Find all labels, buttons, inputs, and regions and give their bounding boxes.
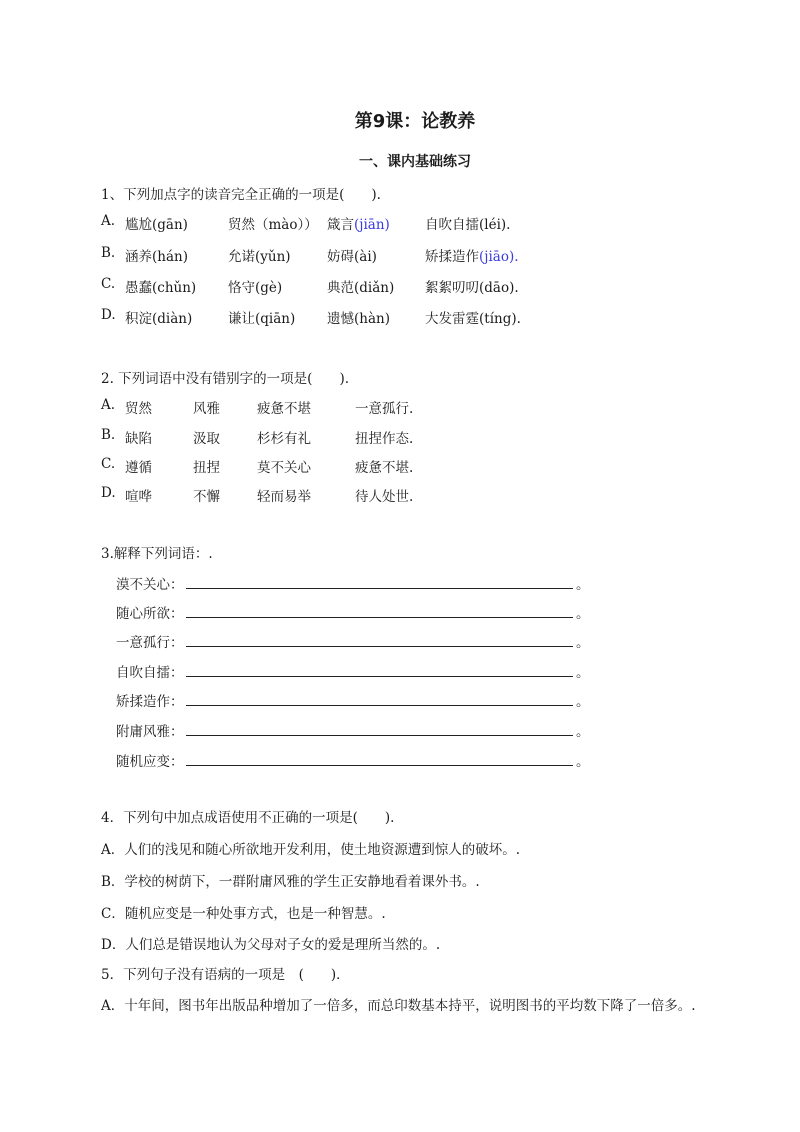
word-text: 涵养(hán)	[125, 249, 188, 265]
question-1-option-word	[425, 245, 519, 265]
question-2-option-label: B.	[101, 427, 116, 443]
question-2-option-word: 汲取	[193, 431, 220, 447]
answer-blank-line[interactable]	[186, 588, 573, 589]
word-text: 絮絮叨叨(dāo).	[425, 280, 519, 296]
term-label: 矫揉造作：	[116, 694, 184, 710]
highlighted-pinyin: (jiān)	[354, 217, 390, 233]
question-1-option-word	[425, 307, 521, 327]
section-heading: 一、课内基础练习	[359, 154, 471, 170]
question-2-option-label: A.	[101, 397, 116, 413]
question-2-option-word: 遵循	[125, 460, 152, 476]
answer-blank-line[interactable]	[186, 765, 573, 766]
word-text: 愚蠢(chǔn)	[125, 280, 197, 296]
term-label: 自吹自擂：	[116, 665, 184, 681]
word-text: 恪守(gè)	[228, 280, 283, 296]
question-1-option-word	[125, 307, 192, 327]
question-2-option-word: 待人处世.	[355, 489, 414, 505]
word-text: 遗憾(hàn)	[327, 311, 390, 327]
question-1-option-label: A.	[101, 213, 116, 229]
term-label: 随机应变：	[116, 754, 184, 770]
question-1-option-word	[327, 307, 390, 327]
term-label: 随心所欲：	[116, 606, 184, 622]
term-end-mark: 。	[576, 635, 590, 651]
word-text: 谦让(qiān)	[228, 311, 296, 327]
question-1-option-word	[125, 276, 196, 296]
question-2-option-word: 扭捏作态.	[355, 431, 414, 447]
question-1-option-word	[327, 276, 394, 296]
question-5-option-a: A．十年间，图书年出版品种增加了一倍多，而总印数基本持平，说明图书的平均数下降了一倍多。.	[101, 998, 696, 1014]
answer-blank-line[interactable]	[186, 735, 573, 736]
question-1-option-word	[228, 307, 295, 327]
question-1-option-word	[327, 213, 390, 233]
word-text: 大发雷霆(tíng).	[425, 311, 521, 327]
word-text: 典范(diǎn)	[327, 280, 395, 296]
question-2-option-word: 莫不关心	[257, 460, 311, 476]
question-4-option-c: C．随机应变是一种处事方式，也是一种智慧。.	[101, 906, 386, 922]
answer-blank-line[interactable]	[186, 676, 573, 677]
question-4-option-a: A．人们的浅见和随心所欲地开发利用，使土地资源遭到惊人的破坏。.	[101, 842, 521, 858]
page-title: 第9课：论教养	[354, 111, 476, 132]
term-end-mark: 。	[576, 606, 590, 622]
highlighted-pinyin: (jiāo).	[479, 249, 519, 265]
answer-blank-line[interactable]	[186, 617, 573, 618]
term-end-mark: 。	[576, 577, 590, 593]
term-end-mark: 。	[576, 694, 590, 710]
question-1-option-word	[125, 245, 188, 265]
question-1-option-word	[228, 245, 291, 265]
question-1-option-word	[327, 245, 377, 265]
question-2-option-word: 贸然	[125, 401, 152, 417]
question-1-option-word	[125, 213, 188, 233]
word-text: 积淀(diàn)	[125, 311, 193, 327]
word-text: 矫揉造作	[425, 249, 479, 265]
question-1-option-word	[228, 276, 282, 296]
question-2-option-word: 一意孤行.	[355, 401, 414, 417]
question-4-option-d: D．人们总是错误地认为父母对子女的爱是理所当然的。.	[101, 937, 441, 953]
term-label: 漠不关心：	[116, 577, 184, 593]
question-2-option-word: 轻而易举	[257, 489, 311, 505]
question-4-option-b: B．学校的树荫下，一群附庸风雅的学生正安静地看着课外书。.	[101, 874, 480, 890]
question-2-option-word: 疲惫不堪.	[355, 460, 414, 476]
term-label: 附庸风雅：	[116, 724, 184, 740]
question-1-option-word	[425, 276, 519, 296]
term-end-mark: 。	[576, 724, 590, 740]
word-text: 箴言	[327, 217, 354, 233]
question-2-option-word: 疲惫不堪	[257, 401, 311, 417]
question-1-option-label: D.	[101, 307, 116, 323]
word-text: 自吹自擂(léi).	[425, 217, 511, 233]
question-5-stem: 5．下列句子没有语病的一项是 ( )．	[101, 967, 350, 983]
question-2-stem: 2. 下列词语中没有错别字的一项是( ).	[101, 371, 349, 387]
word-text: 贸然（mào））	[228, 217, 318, 233]
word-text: 妨碍(ài)	[327, 249, 377, 265]
term-label: 一意孤行：	[116, 635, 184, 651]
question-1-option-word	[425, 213, 510, 233]
question-4-stem: 4．下列句中加点成语使用不正确的一项是( ).	[101, 810, 395, 826]
question-2-option-word: 缺陷	[125, 431, 152, 447]
question-2-option-word: 扭捏	[193, 460, 220, 476]
question-2-option-label: D.	[101, 485, 116, 501]
question-1-option-word	[228, 213, 318, 233]
question-1-option-label: C.	[101, 276, 116, 292]
question-2-option-word: 杉杉有礼	[257, 431, 311, 447]
answer-blank-line[interactable]	[186, 705, 573, 706]
term-end-mark: 。	[576, 754, 590, 770]
question-2-option-label: C.	[101, 456, 116, 472]
question-1-option-label: B.	[101, 245, 116, 261]
question-2-option-word: 风雅	[193, 401, 220, 417]
question-2-option-word: 喧哗	[125, 489, 152, 505]
question-1-stem: 1、下列加点字的读音完全正确的一项是( ).	[101, 187, 381, 203]
answer-blank-line[interactable]	[186, 646, 573, 647]
question-3-stem: 3.解释下列词语：.	[101, 546, 213, 562]
word-text: 尴尬(gān)	[125, 217, 188, 233]
question-2-option-word: 不懈	[193, 489, 220, 505]
term-end-mark: 。	[576, 665, 590, 681]
word-text: 允诺(yǔn)	[228, 249, 291, 265]
